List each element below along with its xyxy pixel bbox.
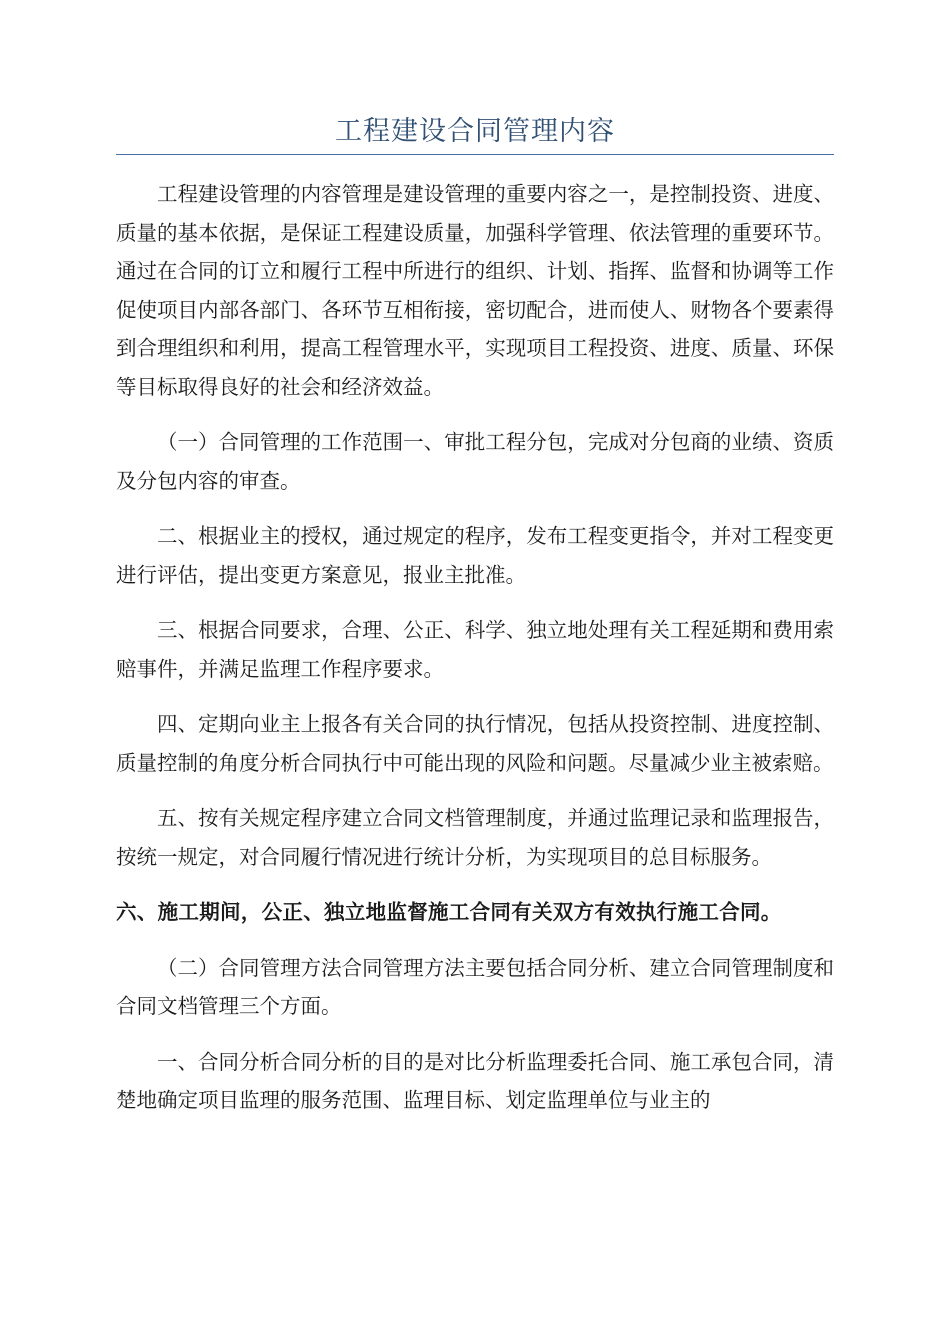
paragraph-method-1: 一、合同分析合同分析的目的是对比分析监理委托合同、施工承包合同，清楚地确定项目监理的服务范围、监理目标、划定监理单位与业主的: [116, 1049, 834, 1112]
document-title: 工程建设合同管理内容: [116, 112, 834, 155]
paragraph-scope-2: 二、根据业主的授权，通过规定的程序，发布工程变更指令，并对工程变更进行评估，提出变更方案意见，报业主批准。: [116, 524, 834, 587]
paragraph-scope-5: 五、按有关规定程序建立合同文档管理制度，并通过监理记录和监理报告，按统一规定，对合同履行情况进行统计分析，为实现项目的总目标服务。: [116, 806, 834, 869]
document-body: [116, 175, 834, 1120]
document-page: [116, 112, 834, 1137]
paragraph-intro: 工程建设管理的内容管理是建设管理的重要内容之一，是控制投资、进度、质量的基本依据，是保证工程建设质量，加强科学管理、依法管理的重要环节。通过在合同的订立和履行工程中所进行的组织、计划、指挥、监督和协调等工作促使项目内部各部门、各环节互相衔接，密切配合，进而使人、财物各个要素得到合理组织和利用，提高工程管理水平，实现项目工程投资、进度、质量、环保等目标取得良好的社会和经济效益。: [116, 182, 834, 399]
paragraph-method-intro: （二）合同管理方法合同管理方法主要包括合同分析、建立合同管理制度和合同文档管理三个方面。: [116, 955, 834, 1018]
paragraph-scope-4: 四、定期向业主上报各有关合同的执行情况，包括从投资控制、进度控制、质量控制的角度分析合同执行中可能出现的风险和问题。尽量减少业主被索赔。: [116, 712, 834, 775]
paragraph-scope-1: （一）合同管理的工作范围一、审批工程分包，完成对分包商的业绩、资质及分包内容的审查。: [116, 430, 834, 493]
paragraph-scope-6: 六、施工期间，公正、独立地监督施工合同有关双方有效执行施工合同。: [116, 900, 782, 924]
paragraph-scope-3: 三、根据合同要求，合理、公正、科学、独立地处理有关工程延期和费用索赔事件，并满足监理工作程序要求。: [116, 618, 834, 681]
